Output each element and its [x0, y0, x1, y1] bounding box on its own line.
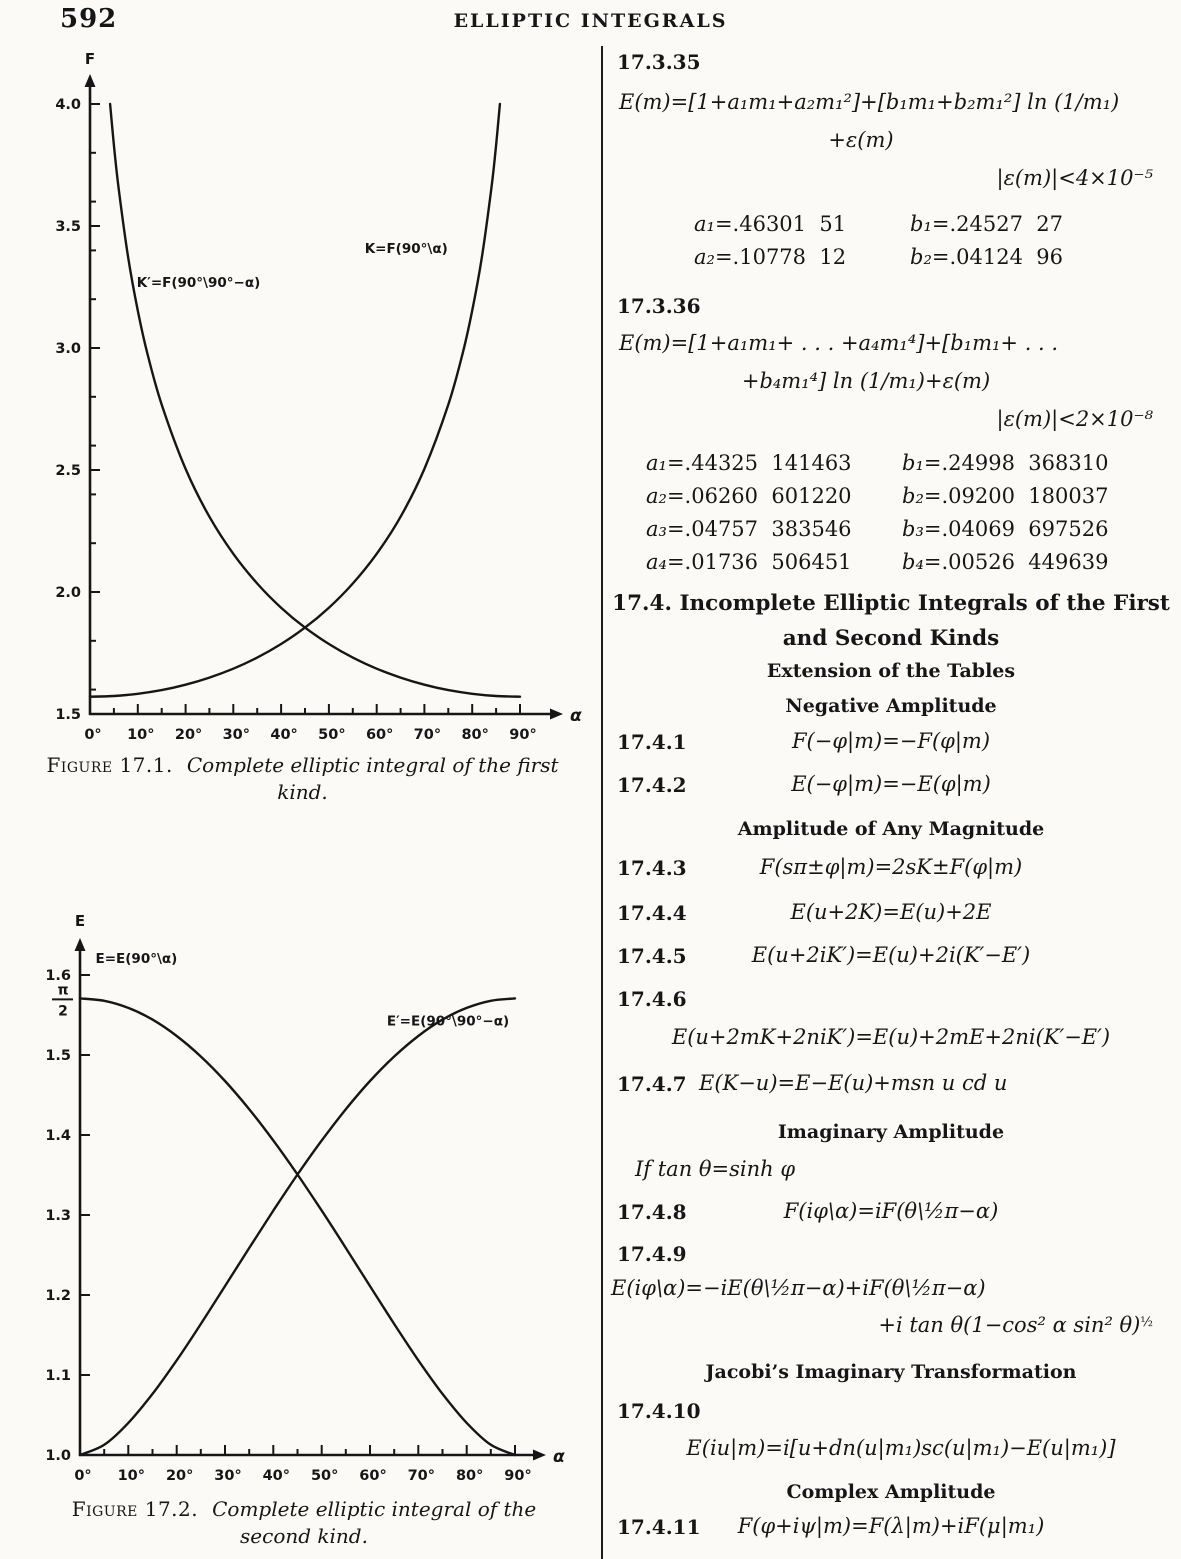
eq-17-4-6: E(u+2mK+2niK′)=E(u)+2mE+2ni(K′−E′): [671, 1025, 1111, 1049]
right-column: [601, 0, 1181, 1559]
eq-17-4-9-line2: [878, 1313, 1153, 1337]
constant-a3-value: =.04757 383546: [666, 517, 852, 541]
constants-row: [601, 546, 1181, 579]
constant-b1: [902, 447, 1136, 480]
svg-text:20°: 20°: [165, 1468, 194, 1484]
constant-b2-symbol: b₂: [902, 484, 924, 508]
constant-a3: [646, 513, 880, 546]
section-17-4-heading-line2: and Second Kinds: [782, 626, 1000, 651]
constants-row: [601, 513, 1181, 546]
svg-text:1.2: 1.2: [45, 1288, 71, 1304]
svg-text:50°: 50°: [310, 1468, 339, 1484]
section-17-4-heading-line1: 17.4. Incomplete Elliptic Integrals of the First: [612, 591, 1170, 616]
constants-row: [601, 480, 1181, 513]
eq-17-4-7: E(K−u)=E−E(u)+msn u cd u: [699, 1071, 1008, 1095]
heading-negative-amplitude: Negative Amplitude: [785, 695, 997, 717]
constant-a4-value: =.01736 506451: [666, 550, 852, 574]
figure-17-2-caption: [48, 1496, 560, 1550]
constant-b2-value: =.04124 96: [931, 245, 1064, 269]
svg-text:30°: 30°: [222, 727, 251, 743]
constant-a2: [646, 480, 880, 513]
svg-text:α: α: [553, 1447, 565, 1467]
svg-text:30°: 30°: [214, 1468, 242, 1484]
svg-text:10°: 10°: [117, 1468, 146, 1484]
eq-17-3-35-constants-table: [601, 208, 1181, 274]
figure-17-1-caption: [30, 752, 575, 806]
eq-17-4-9-line1: E(iφ\α)=−iE(θ\½π−α)+iF(θ\½π−α): [611, 1276, 986, 1300]
heading-amplitude-any-magnitude: Amplitude of Any Magnitude: [737, 818, 1045, 840]
eq-17-4-9-line2-exponent: ½: [1140, 1315, 1153, 1330]
eq-17-4-2: E(−φ|m)=−E(φ|m): [791, 772, 991, 796]
svg-text:2: 2: [58, 1003, 68, 1020]
constant-a1-symbol: a₁: [646, 451, 667, 475]
constant-a2-symbol: a₂: [694, 245, 715, 269]
eq-17-4-4: E(u+2K)=E(u)+2E: [790, 900, 992, 924]
constant-b1-symbol: b₁: [902, 451, 924, 475]
figure-17-1-caption-label: Figure 17.1.: [46, 753, 173, 777]
eq-17-3-36-error-bound: |ε(m)|<2×10⁻⁸: [996, 407, 1153, 431]
constant-b3-symbol: b₃: [902, 517, 924, 541]
svg-text:1.0: 1.0: [45, 1448, 71, 1464]
eq-number-17-4-4: 17.4.4: [617, 901, 687, 925]
svg-text:10°: 10°: [127, 727, 155, 743]
condition-tan-theta: If tan θ=sinh φ: [635, 1157, 796, 1181]
constants-row: [601, 447, 1181, 480]
heading-jacobi-imaginary-transformation: Jacobi’s Imaginary Transformation: [705, 1361, 1077, 1383]
eq-number-17-4-11: 17.4.11: [617, 1515, 701, 1539]
eq-17-4-9-line2-main: +i tan θ(1−cos² α sin² θ): [878, 1313, 1141, 1337]
constant-a1: [694, 208, 872, 241]
eq-number-17-4-3: 17.4.3: [617, 856, 687, 880]
figure-17-2-caption-label: Figure 17.2.: [71, 1497, 199, 1521]
eq-number-17-3-35: 17.3.35: [617, 50, 701, 74]
svg-text:3.0: 3.0: [55, 341, 81, 357]
svg-text:50°: 50°: [318, 727, 346, 743]
svg-text:1.1: 1.1: [45, 1368, 71, 1384]
svg-text:20°: 20°: [174, 727, 203, 743]
figure-17-2-chart: [0, 890, 600, 1490]
eq-number-17-4-9: 17.4.9: [617, 1242, 687, 1266]
svg-text:π: π: [57, 982, 69, 999]
heading-imaginary-amplitude: Imaginary Amplitude: [777, 1121, 1005, 1143]
eq-number-17-4-6: 17.4.6: [617, 987, 687, 1011]
svg-text:α: α: [570, 706, 582, 726]
eq-17-4-5: E(u+2iK′)=E(u)+2i(K′−E′): [751, 943, 1031, 967]
svg-text:1.5: 1.5: [55, 707, 81, 723]
constant-a1-value: =.44325 141463: [666, 451, 852, 475]
constant-a1-symbol: a₁: [694, 212, 715, 236]
constant-a2: [694, 241, 872, 274]
constant-b1-value: =.24998 368310: [923, 451, 1109, 475]
constant-a2-value: =.10778 12: [714, 245, 847, 269]
constants-row: [601, 241, 1181, 274]
heading-extension-of-tables: Extension of the Tables: [766, 660, 1016, 682]
constant-a4-symbol: a₄: [646, 550, 667, 574]
constant-b3: [902, 513, 1136, 546]
constant-b4-value: =.00526 449639: [923, 550, 1109, 574]
eq-17-4-3: F(sπ±φ|m)=2sK±F(φ|m): [759, 855, 1023, 879]
constant-a1-value: =.46301 51: [714, 212, 847, 236]
eq-17-3-36-constants-table: [601, 447, 1181, 579]
svg-text:60°: 60°: [365, 727, 394, 743]
svg-text:80°: 80°: [461, 727, 489, 743]
constant-a2-symbol: a₂: [646, 484, 667, 508]
constant-b2: [910, 241, 1088, 274]
eq-number-17-4-7: 17.4.7: [617, 1072, 687, 1096]
svg-text:80°: 80°: [455, 1468, 484, 1484]
eq-number-17-4-2: 17.4.2: [617, 773, 687, 797]
svg-text:1.4: 1.4: [45, 1128, 71, 1144]
svg-text:90°: 90°: [504, 1468, 532, 1484]
eq-17-4-1: F(−φ|m)=−F(φ|m): [791, 729, 991, 753]
constant-b1-symbol: b₁: [910, 212, 932, 236]
eq-17-3-36-line1: E(m)=[1+a₁m₁+ . . . +a₄m₁⁴]+[b₁m₁+ . . .: [619, 331, 1059, 355]
eq-number-17-3-36: 17.3.36: [617, 294, 701, 318]
constant-a3-symbol: a₃: [646, 517, 667, 541]
svg-text:40°: 40°: [270, 727, 298, 743]
svg-text:1.5: 1.5: [45, 1048, 71, 1064]
constant-a4: [646, 546, 880, 579]
eq-17-3-35-line1: E(m)=[1+a₁m₁+a₂m₁²]+[b₁m₁+b₂m₁²] ln (1/m₁): [619, 90, 1120, 114]
svg-text:1.3: 1.3: [45, 1208, 71, 1224]
svg-text:0°: 0°: [84, 727, 102, 743]
constant-a2-value: =.06260 601220: [666, 484, 852, 508]
svg-text:3.5: 3.5: [55, 219, 81, 235]
section-17-4-heading: [601, 586, 1181, 656]
svg-text:0°: 0°: [74, 1468, 92, 1484]
eq-17-3-35-line2: +ε(m): [828, 128, 894, 152]
eq-17-4-11: F(φ+iψ|m)=F(λ|m)+iF(μ|m₁): [737, 1514, 1045, 1538]
svg-text:E′=E(90°\90°−α): E′=E(90°\90°−α): [386, 1013, 510, 1030]
svg-text:60°: 60°: [359, 1468, 387, 1484]
eq-17-3-36-line2: +b₄m₁⁴] ln (1/m₁)+ε(m): [741, 369, 991, 393]
svg-text:2.5: 2.5: [55, 463, 81, 479]
figure-17-1-caption-text: Complete elliptic integral of the first kind.: [186, 753, 559, 804]
svg-text:70°: 70°: [407, 1468, 436, 1484]
constant-b2: [902, 480, 1136, 513]
constant-b2-symbol: b₂: [910, 245, 932, 269]
constant-b1-value: =.24527 27: [931, 212, 1064, 236]
constants-row: [601, 208, 1181, 241]
constant-b4-symbol: b₄: [902, 550, 924, 574]
constant-a1: [646, 447, 880, 480]
svg-text:F: F: [84, 50, 96, 68]
page-number: 592: [60, 4, 118, 34]
eq-17-3-35-error-bound: |ε(m)|<4×10⁻⁵: [996, 166, 1153, 190]
constant-b4: [902, 546, 1136, 579]
constant-b3-value: =.04069 697526: [923, 517, 1109, 541]
figure-17-2-caption-text: Complete elliptic integral of the second kind.: [212, 1497, 537, 1548]
svg-text:4.0: 4.0: [55, 97, 81, 113]
eq-number-17-4-1: 17.4.1: [617, 730, 687, 754]
figure-17-1-chart: [0, 40, 600, 760]
constant-b1: [910, 208, 1088, 241]
eq-number-17-4-10: 17.4.10: [617, 1399, 701, 1423]
running-head: ELLIPTIC INTEGRALS: [453, 10, 728, 32]
svg-text:K′=F(90°\90°−α): K′=F(90°\90°−α): [136, 275, 261, 291]
svg-text:40°: 40°: [262, 1468, 291, 1484]
svg-text:70°: 70°: [413, 727, 442, 743]
eq-number-17-4-8: 17.4.8: [617, 1200, 687, 1224]
svg-text:K=F(90°\α): K=F(90°\α): [364, 240, 448, 257]
svg-text:2.0: 2.0: [55, 585, 81, 601]
eq-17-4-8: F(iφ\α)=iF(θ\½π−α): [783, 1199, 999, 1223]
constant-b2-value: =.09200 180037: [923, 484, 1109, 508]
svg-text:E: E: [74, 912, 86, 930]
svg-text:E=E(90°\α): E=E(90°\α): [95, 951, 178, 967]
eq-number-17-4-5: 17.4.5: [617, 944, 687, 968]
svg-text:90°: 90°: [509, 727, 537, 743]
svg-text:1.6: 1.6: [45, 968, 71, 984]
heading-complex-amplitude: Complex Amplitude: [786, 1481, 996, 1503]
eq-17-4-10: E(iu|m)=i[u+dn(u|m₁)sc(u|m₁)−E(u|m₁)]: [686, 1436, 1116, 1460]
